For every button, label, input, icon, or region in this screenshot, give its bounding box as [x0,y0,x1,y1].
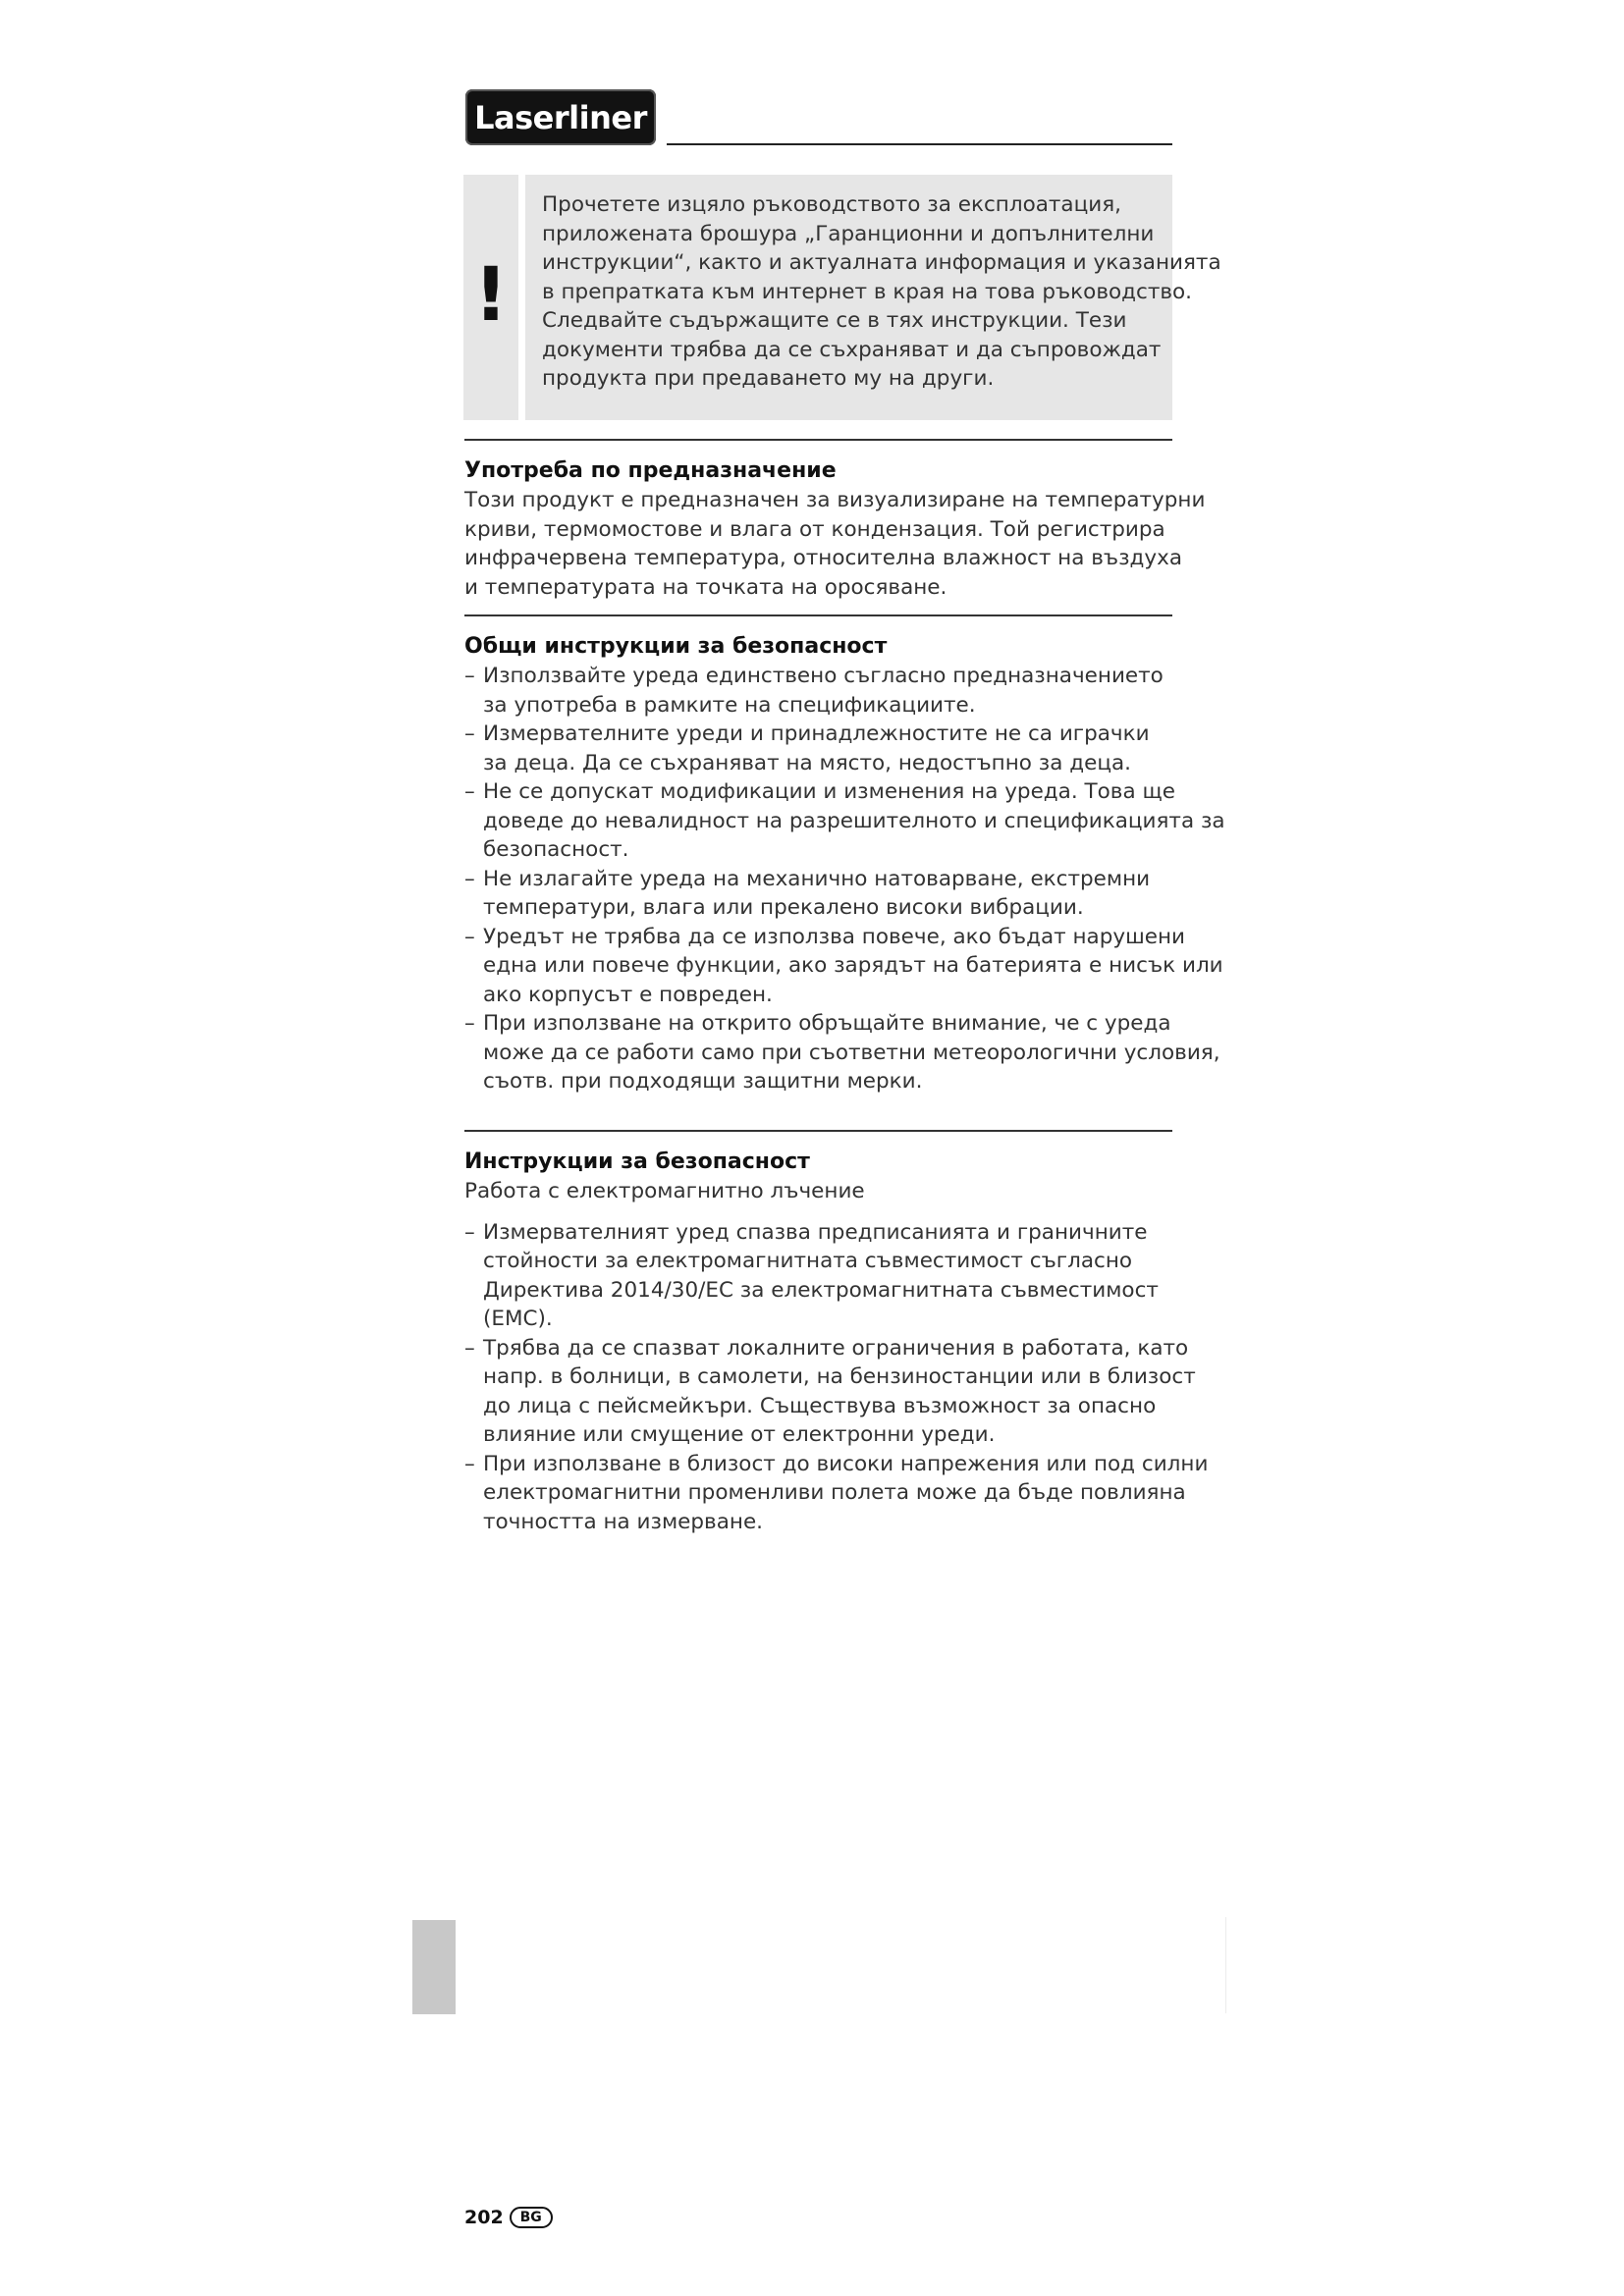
list-item-continuation: напр. в болници, в самолети, на бензиностанции или в близост [483,1364,1196,1389]
list-item-continuation: точността на измерване. [483,1509,764,1534]
list-item: – Не излагайте уреда на механично натоварване, екстремни [464,865,1172,894]
notice-line: инструкции“, както и актуалната информация и указанията [542,250,1221,275]
dash-bullet: – [464,664,475,688]
section-heading: Инструкции за безопасност [464,1149,810,1174]
list-item: – Не се допускат модификации и изменения на уреда. Това ще [464,777,1172,807]
list-item: – Измервателният уред спазва предписанията и граничните [464,1218,1172,1248]
list-item-continuation: електромагнитни променливи полета може да бъде повлияна [483,1480,1186,1505]
dash-bullet: – [464,1219,475,1245]
general-safety-section [464,614,1225,1096]
warning-icon: ! [473,250,509,338]
intended-use-section [464,439,1206,602]
notice-line: в препратката към интернет в края на това ръководство. [542,279,1193,304]
list-item-continuation: съотв. при подходящи защитни мерки. [483,1069,923,1094]
list-item: – При използване в близост до високи напрежения или под силни [464,1450,1172,1479]
list-item-continuation: стойности за електромагнитната съвместимост съгласно [483,1249,1133,1273]
margin-line [1225,1917,1226,2013]
list-item-continuation: една или повече функции, ако зарядът на батерията е нисък или [483,953,1223,978]
dash-bullet: – [464,779,475,804]
dash-bullet: – [464,1335,475,1361]
paragraph-line: криви, термомостове и влага от кондензация. Той регистрира [464,516,1165,542]
list-item: – Уредът не трябва да се използва повече, ако бъдат нарушени [464,923,1172,952]
list-item-continuation: може да се работи само при съответни метеорологични условия, [483,1040,1220,1065]
list-item-continuation: доведе до невалидност на разрешителното и спецификацията за [483,808,1225,833]
emc-safety-section [464,1130,1209,1536]
list-item: – Трябва да се спазват локалните ограничения в работата, като [464,1334,1172,1363]
paragraph-line: инфрачервена температура, относителна влажност на въздуха [464,546,1183,570]
paragraph-line: Този продукт е предназначен за визуализиране на температурни [464,488,1206,512]
notice-line: приложената брошура „Гаранционни и допълнителни [542,221,1155,246]
section-subheading: Работа с електромагнитно лъчение [464,1179,865,1203]
dash-bullet: – [464,721,475,746]
list-item-continuation: до лица с пейсмейкъри. Съществува възможност за опасно [483,1393,1157,1418]
notice-box [525,175,1221,420]
page-number: 202 [464,2207,504,2228]
section-heading: Употреба по предназначение [464,458,837,483]
list-item: – Измервателните уреди и принадлежностите не са играчки [464,720,1172,749]
list-item: – Използвайте уреда единствено съгласно предназначението [464,662,1172,691]
paragraph-line: и температурата на точката на оросяване. [464,574,947,600]
notice-line: Следвайте съдържащите се в тях инструкции. Тези [542,308,1127,333]
thumb-index-tab [412,1920,456,2014]
list-item-continuation: ако корпусът е повреден. [483,982,773,1007]
list-item-continuation: влияние или смущение от електронни уреди. [483,1422,996,1447]
notice-line: Прочетете изцяло ръководството за експлоатация, [542,192,1121,217]
language-badge: BG [510,2207,553,2228]
header-rule [667,143,1172,145]
notice-line: документи трябва да се съхраняват и да съпровождат [542,337,1162,362]
list-item-continuation: Директива 2014/30/ЕС за електромагнитната съвместимост [483,1277,1159,1303]
brand-name: Laserliner [474,98,647,136]
notice-line: продукта при предаването му на други. [542,366,995,391]
dash-bullet: – [464,1011,475,1036]
dash-bullet: – [464,1451,475,1476]
list-item-continuation: (ЕМС). [483,1307,553,1331]
dash-bullet: – [464,924,475,949]
laserliner-logo [465,89,656,145]
page-footer [464,2207,553,2228]
list-item-continuation: за деца. Да се съхраняват на място, недостъпно за деца. [483,750,1131,775]
list-item-continuation: за употреба в рамките на спецификациите. [483,692,976,718]
list-item: – При използване на открито обръщайте внимание, че с уреда [464,1009,1172,1039]
dash-bullet: – [464,866,475,891]
list-item-continuation: безопасност. [483,837,629,862]
list-item-continuation: температури, влага или прекалено високи вибрации. [483,895,1084,920]
section-heading: Общи инструкции за безопасност [464,634,888,659]
